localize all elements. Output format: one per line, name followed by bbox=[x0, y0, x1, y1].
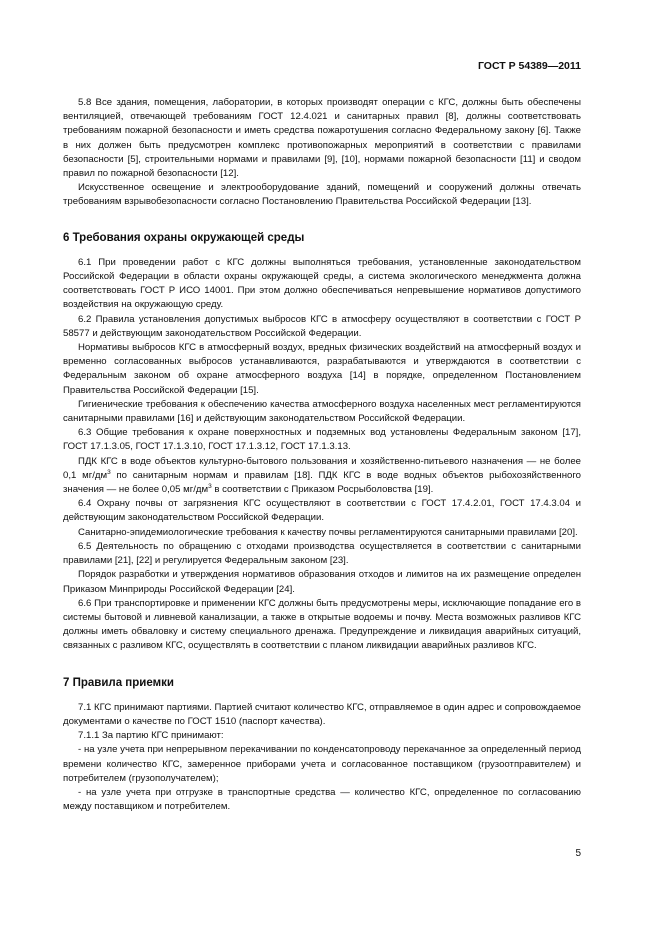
paragraph-hygiene-requirements: Гигиенические требования к обеспечению качества атмосферного воздуха населенных мест регламентируются санитарными правилами [16] и действующим законодательством Российской Федерации. bbox=[63, 398, 581, 425]
page-number: 5 bbox=[575, 848, 581, 859]
paragraph-5-8: 5.8 Все здания, помещения, лаборатории, в которых производят операции с КГС, должны быть обеспечены вентиляцией, отвечающей требованиям ГОСТ 12.4.021 и санитарных правил [8], должны соответствовать требованиям пожарной безопасности и иметь средства пожаротушения согласно Федеральному закону [6]. Также в них должен быть предусмотрен комплекс противопожарных мероприятий в соответствии с правилами безопасности [5], строительными нормами и правилами [9], [10], нормами пожарной безопасности [11] и сводом правил по пожарной безопасности [12]. bbox=[63, 97, 581, 180]
list-item-continuous-pumping: - на узле учета при непрерывном перекачивании по конденсатопроводу перекачанное за определенный период времени количество КГС, замеренное приборами учета и согласованное поставщиком (грузоотправителем) и потребителем (грузополучателем); bbox=[63, 744, 581, 784]
list-item-transport-shipment: - на узле учета при отгрузке в транспортные средства — количество КГС, определенное по согласованию между поставщиком и потребителем. bbox=[63, 786, 581, 813]
document-body bbox=[63, 96, 581, 814]
paragraph-waste-norms: Порядок разработки и утверждения нормативов образования отходов и лимитов на их размещение определен Приказом Минприроды Российской Федерации [24]. bbox=[63, 569, 581, 595]
paragraph-emission-norms: Нормативы выбросов КГС в атмосферный воздух, вредных физических воздействий на атмосферный воздух и временно согласованных выбросов устанавливаются, разрабатываются и утверждаются в соответствии с Федеральным законом об охране атмосферного воздуха [14] в порядке, определенном Постановлением Правительства Российской Федерации [15]. bbox=[63, 342, 581, 396]
paragraph-6-4: 6.4 Охрану почвы от загрязнения КГС осуществляют в соответствии с ГОСТ 17.4.2.01, ГОСТ 17.4.3.04 и действующим законодательством Российской Федерации. bbox=[63, 498, 581, 524]
paragraph-6-2: 6.2 Правила установления допустимых выбросов КГС в атмосферу осуществляют в соответствии с ГОСТ Р 58577 и действующим законодательством Российской Федерации. bbox=[63, 313, 581, 339]
paragraph-7-1: 7.1 КГС принимают партиями. Партией считают количество КГС, отправляемое в один адрес и сопровождаемое документами о качестве по ГОСТ 1510 (паспорт качества). bbox=[63, 701, 581, 727]
document-code-header: ГОСТ Р 54389—2011 bbox=[477, 60, 581, 72]
superscript-cubic-2: 3 bbox=[208, 482, 212, 490]
paragraph-7-1-1: 7.1.1 За партию КГС принимают: bbox=[78, 730, 224, 742]
superscript-cubic-1: 3 bbox=[107, 468, 111, 476]
pdk-text-c: в соответствии с Приказом Росрыболовства [19]. bbox=[211, 484, 434, 496]
pdk-text-a: ПДК КГС в воде объектов культурно-бытового пользования и хозяйственно-питьевого назначения — не более 0,1 мг/дм bbox=[63, 455, 581, 481]
section-6-heading: 6 Требования охраны окружающей среды bbox=[63, 231, 305, 244]
paragraph-6-3: 6.3 Общие требования к охране поверхностных и подземных вод установлены Федеральным законом [17], ГОСТ 17.1.3.05, ГОСТ 17.1.3.10, ГОСТ 17.1.3.12, ГОСТ 17.1.3.13. bbox=[63, 427, 581, 453]
paragraph-lighting: Искусственное освещение и электрооборудование зданий, помещений и сооружений должны отвечать требованиям взрывобезопасности согласно Постановлению Правительства Российской Федерации [13]. bbox=[63, 182, 581, 208]
paragraph-6-5: 6.5 Деятельность по обращению с отходами производства осуществляется в соответствии с санитарными правилами [21], [22] и регулируется Федеральным законом [23]. bbox=[63, 540, 581, 567]
paragraph-6-6: 6.6 При транспортировке и применении КГС должны быть предусмотрены меры, исключающие попадание его в системы бытовой и ливневой канализации, а также в открытые водоемы и почву. Места возможных разливов КГС должны иметь обваловку и систему специального дренажа. Предупреждение и ликвидация аварийных ситуаций, связанных с разливом КГС, осуществлять в соответствии с планом ликвидации аварийных разливов КГС. bbox=[63, 597, 581, 652]
section-7-heading: 7 Правила приемки bbox=[63, 676, 174, 689]
paragraph-soil-quality: Санитарно-эпидемиологические требования к качеству почвы регламентируются санитарными правилами [20]. bbox=[78, 526, 578, 538]
paragraph-6-1: 6.1 При проведении работ с КГС должны выполняться требования, установленные законодательством Российской Федерации в области охраны окружающей среды, а система экологического менеджмента должна соответствовать ГОСТ Р ИСО 14001. При этом должно обеспечиваться непревышение нормативов допустимого воздействия на окружающую среду. bbox=[63, 256, 581, 311]
paragraph-pdk bbox=[63, 455, 581, 498]
pdk-text-b: по санитарным нормам и правилам [18]. ПДК КГС в воде водных объектов рыбохозяйственного значения — не более 0,05 мг/дм bbox=[63, 469, 581, 496]
